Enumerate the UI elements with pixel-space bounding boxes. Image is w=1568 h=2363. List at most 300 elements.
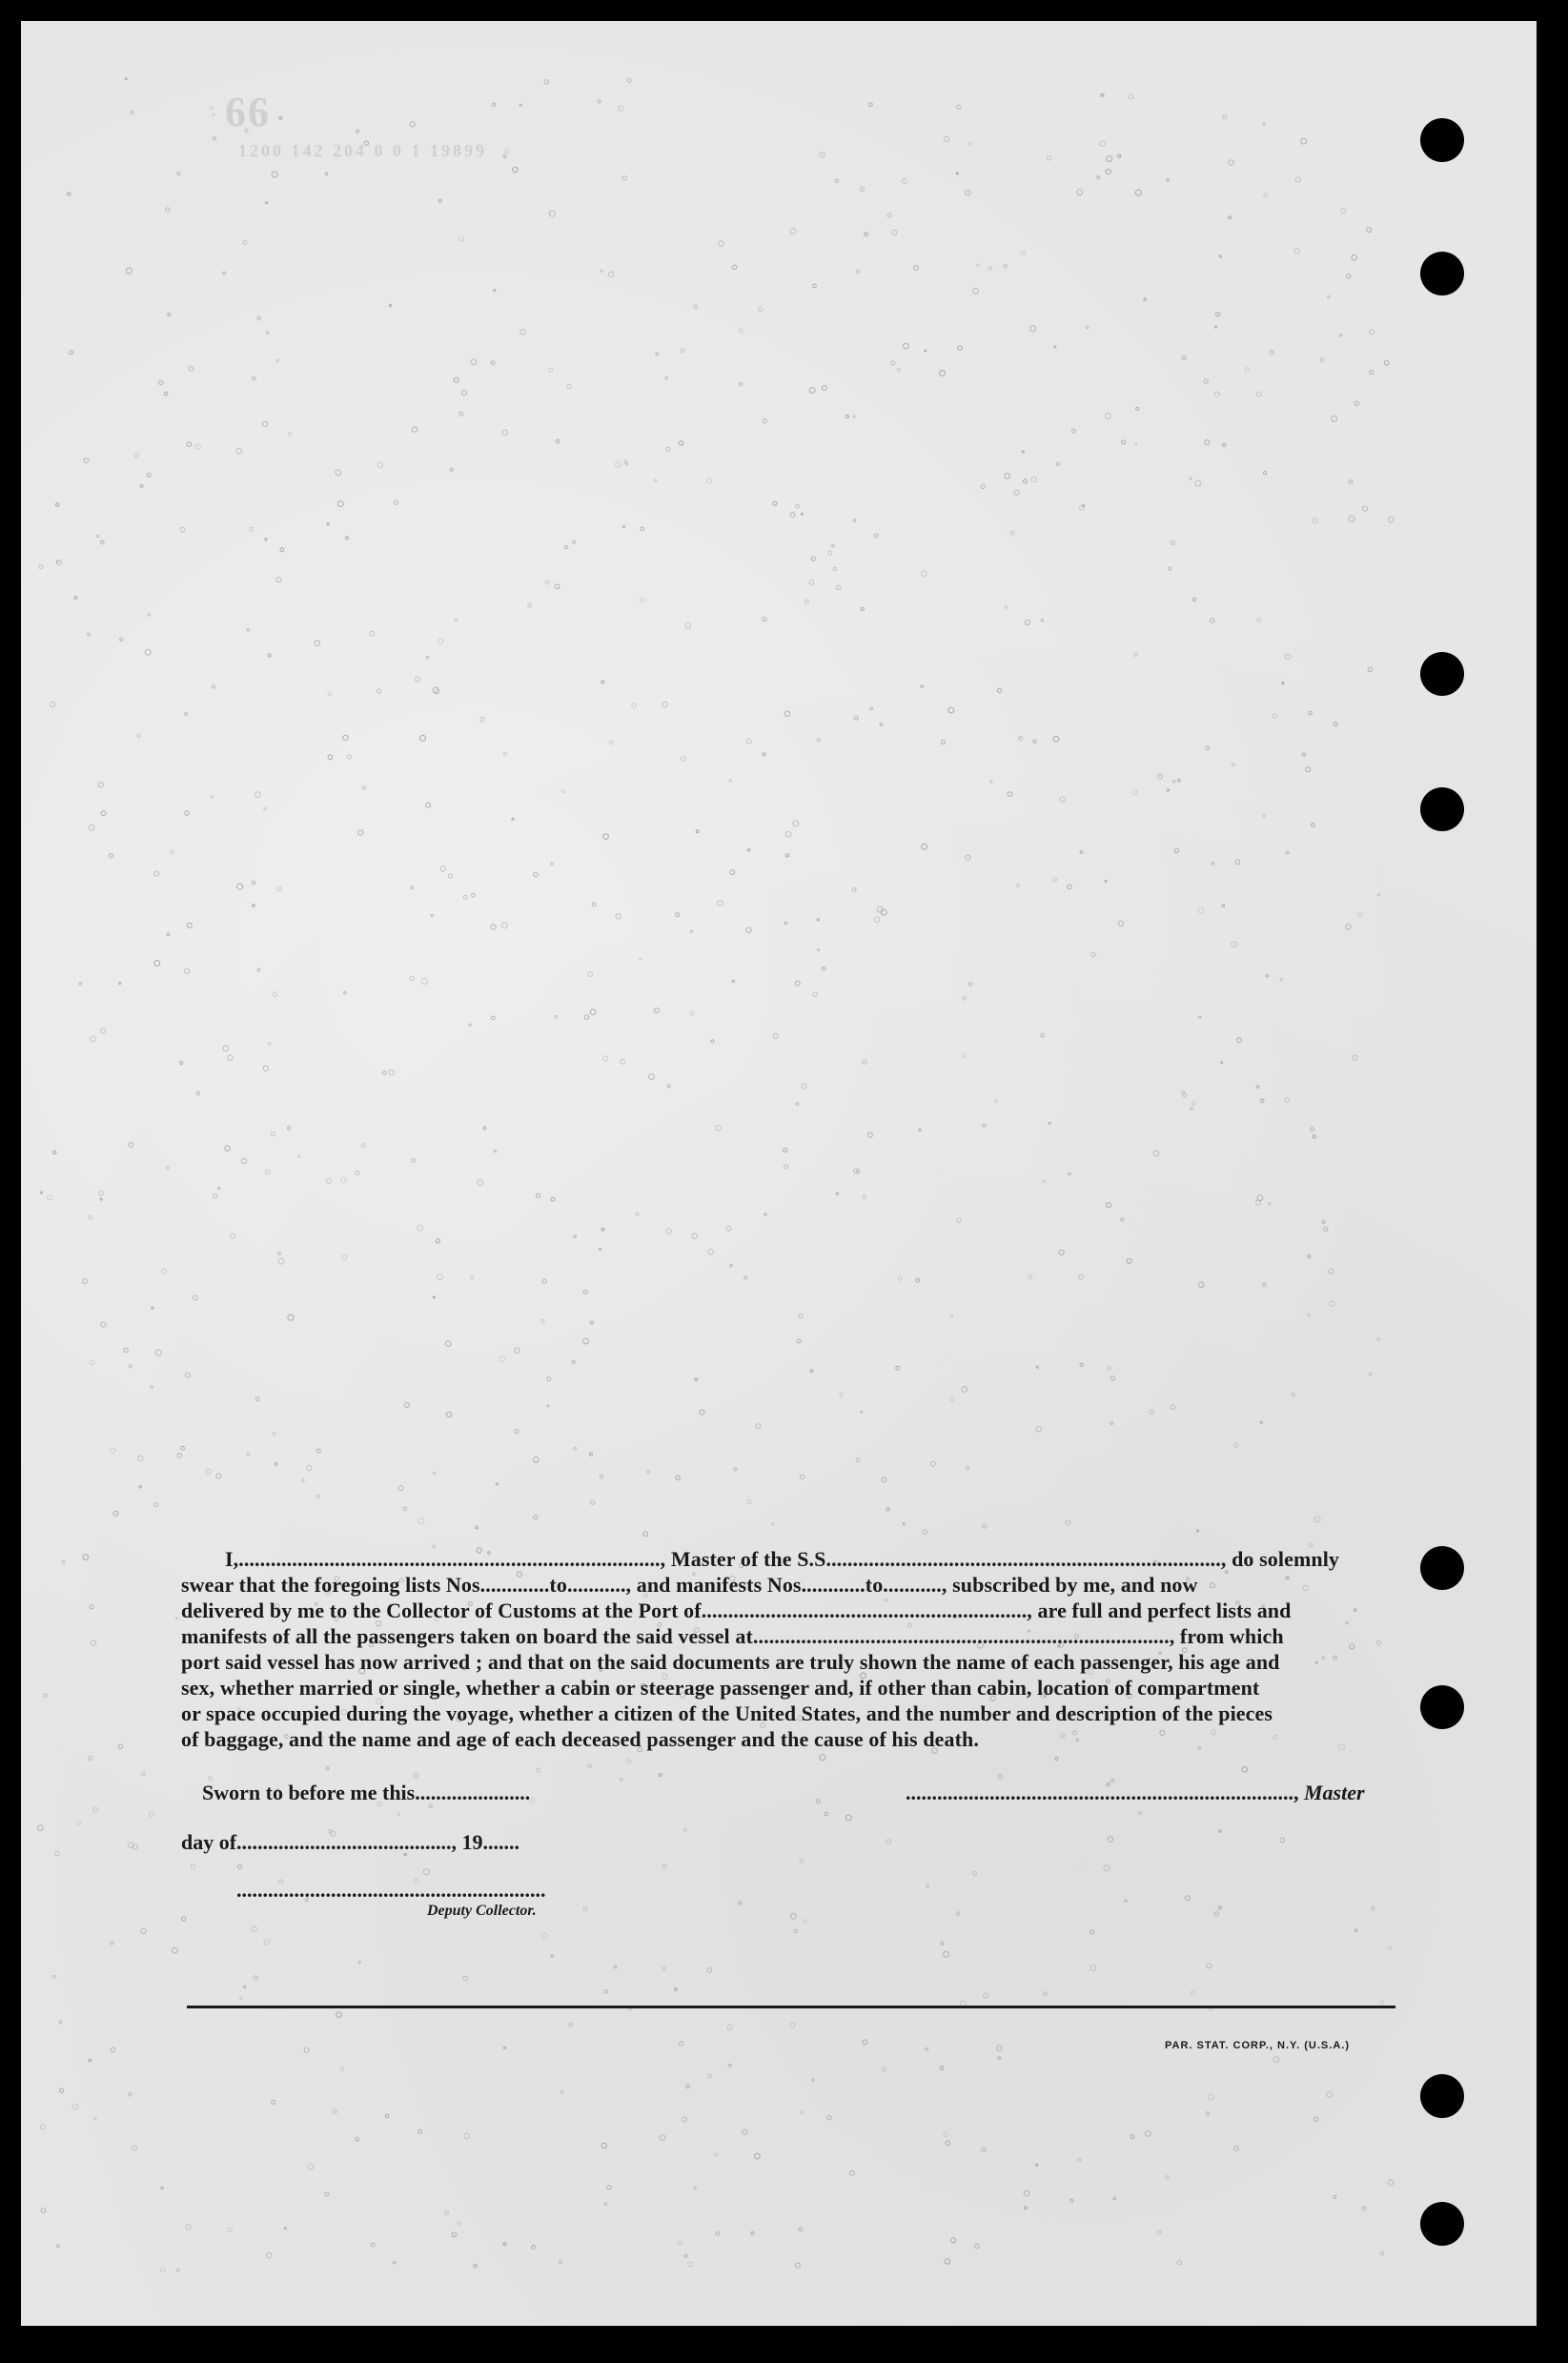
paper-speck bbox=[869, 103, 873, 107]
paper-speck bbox=[247, 629, 249, 631]
paper-speck bbox=[50, 702, 54, 706]
paper-speck bbox=[83, 1555, 89, 1560]
paper-speck bbox=[607, 2186, 611, 2190]
paper-speck bbox=[534, 1457, 540, 1463]
paper-speck bbox=[688, 2262, 693, 2267]
paper-speck bbox=[236, 448, 242, 454]
paper-speck bbox=[1171, 1405, 1175, 1410]
paper-speck bbox=[962, 1053, 966, 1057]
paper-speck bbox=[1377, 1337, 1380, 1340]
paper-speck bbox=[682, 757, 686, 762]
paper-speck bbox=[1171, 540, 1174, 544]
paper-speck bbox=[161, 2187, 164, 2190]
paper-speck bbox=[279, 117, 282, 120]
paper-speck bbox=[180, 527, 185, 532]
paper-speck bbox=[950, 1397, 954, 1401]
paper-speck bbox=[418, 1518, 424, 1524]
paper-speck bbox=[867, 1132, 872, 1137]
paper-speck bbox=[621, 1059, 625, 1064]
paper-speck bbox=[41, 2209, 46, 2213]
paper-speck bbox=[1263, 1283, 1266, 1286]
paper-speck bbox=[827, 2115, 832, 2120]
paper-speck bbox=[730, 870, 735, 875]
master-signature-label: Master bbox=[1304, 1781, 1365, 1804]
paper-speck bbox=[1352, 255, 1357, 260]
paper-speck bbox=[925, 350, 927, 352]
paper-speck bbox=[922, 571, 927, 577]
paper-speckle-texture bbox=[21, 21, 1537, 2326]
paper-speck bbox=[751, 2231, 754, 2234]
paper-speck bbox=[790, 2023, 795, 2027]
paper-speck bbox=[969, 142, 972, 145]
paper-speck bbox=[1014, 490, 1019, 495]
paper-speck bbox=[763, 753, 765, 756]
paper-speck bbox=[1033, 740, 1036, 743]
paper-speck bbox=[944, 2132, 948, 2137]
paper-speck bbox=[994, 1100, 997, 1103]
paper-speck bbox=[820, 1755, 825, 1761]
paper-speck bbox=[316, 1495, 319, 1497]
paper-speck bbox=[759, 307, 763, 311]
paper-speck bbox=[1306, 767, 1311, 772]
paper-speck bbox=[170, 850, 173, 854]
faint-stamp-number: 66 bbox=[225, 89, 271, 135]
paper-speck bbox=[763, 618, 766, 621]
paper-speck bbox=[288, 1314, 294, 1320]
paper-speck bbox=[463, 895, 467, 899]
paper-speck bbox=[328, 755, 333, 760]
paper-speck bbox=[1235, 860, 1240, 865]
paper-speck bbox=[463, 1976, 468, 1981]
oath-line: of baggage, and the name and age of each deceased passenger and the cause of his death. bbox=[181, 1727, 979, 1751]
paper-speck bbox=[358, 830, 363, 835]
paper-speck bbox=[142, 1772, 146, 1776]
paper-speck bbox=[1044, 1992, 1048, 1996]
paper-speck bbox=[161, 2268, 166, 2272]
paper-speck bbox=[1182, 356, 1186, 359]
paper-speck bbox=[1157, 2231, 1161, 2234]
paper-speck bbox=[683, 1828, 686, 1831]
paper-speck bbox=[1269, 1203, 1271, 1205]
paper-speck bbox=[1358, 913, 1362, 917]
paper-speck bbox=[574, 1235, 577, 1238]
paper-speck bbox=[483, 1127, 486, 1130]
paper-speck bbox=[614, 1966, 617, 1968]
paper-speck bbox=[427, 656, 429, 658]
punch-hole-3 bbox=[1420, 652, 1464, 696]
paper-speck bbox=[694, 305, 698, 309]
paper-speck bbox=[55, 1851, 60, 1856]
paper-speck bbox=[266, 2252, 272, 2258]
paper-speck bbox=[825, 1812, 828, 1816]
paper-speck bbox=[1173, 781, 1175, 783]
paper-speck bbox=[145, 649, 151, 655]
paper-speck bbox=[1133, 790, 1138, 795]
paper-speck bbox=[101, 540, 105, 544]
paper-speck bbox=[584, 1015, 589, 1020]
paper-speck bbox=[887, 214, 891, 217]
paper-speck bbox=[70, 351, 73, 355]
paper-speck bbox=[854, 1169, 859, 1173]
paper-speck bbox=[55, 503, 58, 506]
paper-speck bbox=[1178, 779, 1181, 782]
paper-speck bbox=[404, 1403, 409, 1408]
paper-speck bbox=[325, 173, 328, 175]
paper-speck bbox=[173, 1947, 178, 1953]
paper-speck bbox=[1222, 905, 1225, 907]
paper-speck bbox=[1237, 1038, 1242, 1043]
paper-speck bbox=[1349, 516, 1354, 521]
paper-speck bbox=[211, 796, 213, 798]
paper-speck bbox=[809, 581, 814, 585]
paper-speck bbox=[956, 1912, 959, 1915]
paper-speck bbox=[854, 716, 858, 720]
paper-speck bbox=[276, 359, 279, 362]
paper-speck bbox=[1232, 764, 1234, 766]
paper-speck bbox=[1263, 123, 1265, 125]
paper-speck bbox=[973, 1871, 977, 1875]
paper-speck bbox=[315, 641, 320, 646]
paper-speck bbox=[476, 1526, 479, 1529]
paper-speck bbox=[990, 781, 992, 783]
paper-speck bbox=[1118, 921, 1123, 926]
paper-speck bbox=[1214, 1912, 1218, 1916]
paper-speck bbox=[474, 2264, 477, 2267]
paper-speck bbox=[601, 270, 602, 272]
paper-speck bbox=[861, 607, 864, 610]
paper-speck bbox=[603, 834, 609, 840]
paper-speck bbox=[410, 976, 414, 980]
paper-speck bbox=[83, 1279, 88, 1284]
paper-speck bbox=[1135, 190, 1141, 195]
master-oath-paragraph bbox=[181, 1546, 1405, 1752]
punch-hole-4 bbox=[1420, 787, 1464, 831]
paper-speck bbox=[1309, 711, 1312, 714]
paper-speck bbox=[1372, 1907, 1375, 1910]
paper-speck bbox=[532, 2245, 536, 2249]
paper-speck bbox=[168, 313, 171, 316]
paper-speck bbox=[1028, 1275, 1032, 1279]
punch-hole-2 bbox=[1420, 252, 1464, 295]
paper-speck bbox=[1068, 885, 1072, 889]
paper-speck bbox=[863, 2040, 867, 2045]
paper-speck bbox=[209, 1777, 213, 1781]
paper-speck bbox=[719, 241, 723, 246]
paper-speck bbox=[1191, 1108, 1193, 1110]
paper-speck bbox=[72, 2104, 78, 2109]
paper-speck bbox=[1127, 1259, 1131, 1264]
paper-speck bbox=[707, 1967, 712, 1972]
paper-speck bbox=[784, 1165, 788, 1169]
paper-speck bbox=[1182, 1091, 1185, 1094]
paper-speck bbox=[636, 1212, 639, 1215]
paper-speck bbox=[1010, 531, 1014, 535]
paper-speck bbox=[927, 1884, 929, 1887]
paper-speck bbox=[1144, 298, 1147, 301]
paper-speck bbox=[881, 909, 886, 915]
paper-speck bbox=[601, 1228, 604, 1231]
paper-speck bbox=[966, 1466, 968, 1469]
paper-speck bbox=[1234, 1443, 1238, 1447]
paper-speck bbox=[182, 1917, 186, 1921]
paper-speck bbox=[1313, 518, 1317, 522]
paper-speck bbox=[640, 958, 641, 960]
paper-speck bbox=[491, 925, 496, 929]
paper-speck bbox=[632, 703, 637, 708]
paper-speck bbox=[141, 1928, 146, 1933]
paper-speck bbox=[278, 1258, 284, 1264]
paper-speck bbox=[883, 2068, 886, 2071]
paper-speck bbox=[1349, 480, 1353, 484]
paper-speck bbox=[1072, 429, 1076, 433]
paper-speck bbox=[268, 654, 271, 657]
paper-speck bbox=[1389, 517, 1395, 522]
paper-speck bbox=[434, 1472, 436, 1474]
paper-speck bbox=[940, 371, 946, 377]
paper-speck bbox=[706, 479, 711, 483]
paper-speck bbox=[727, 2025, 732, 2029]
paper-speck bbox=[1036, 2164, 1038, 2166]
paper-speck bbox=[1219, 1830, 1221, 1832]
paper-speck bbox=[1347, 275, 1351, 278]
paper-speck bbox=[243, 241, 247, 245]
paper-speck bbox=[1313, 1135, 1315, 1138]
paper-speck bbox=[244, 1986, 246, 1987]
paper-speck bbox=[356, 130, 359, 132]
paper-speck bbox=[445, 2211, 449, 2215]
paper-speck bbox=[1190, 478, 1191, 479]
paper-speck bbox=[68, 193, 71, 195]
paper-speck bbox=[1380, 2000, 1384, 2004]
paper-speck bbox=[266, 332, 268, 334]
paper-speck bbox=[288, 433, 292, 437]
paper-speck bbox=[616, 914, 621, 919]
paper-speck bbox=[1024, 2190, 1029, 2196]
paper-speck bbox=[746, 739, 751, 744]
paper-speck bbox=[448, 874, 452, 878]
paper-speck bbox=[551, 1955, 553, 1957]
paper-speck bbox=[371, 2243, 375, 2247]
paper-speck bbox=[680, 2042, 683, 2046]
paper-speck bbox=[150, 1812, 154, 1817]
paper-speck bbox=[1206, 746, 1210, 750]
paper-speck bbox=[120, 638, 123, 641]
paper-speck bbox=[1016, 884, 1019, 886]
paper-speck bbox=[1101, 93, 1104, 96]
paper-speck bbox=[1311, 1128, 1314, 1131]
paper-speck bbox=[667, 1085, 670, 1088]
paper-speck bbox=[237, 884, 243, 889]
paper-speck bbox=[519, 104, 521, 106]
punch-hole-6 bbox=[1420, 1685, 1464, 1729]
paper-speck bbox=[253, 905, 255, 907]
paper-speck bbox=[225, 1146, 230, 1151]
paper-speck bbox=[435, 689, 439, 694]
paper-speck bbox=[210, 106, 213, 109]
paper-speck bbox=[358, 1962, 360, 1964]
paper-speck bbox=[1368, 667, 1372, 671]
paper-speck bbox=[564, 545, 567, 548]
paper-speck bbox=[1025, 620, 1029, 624]
paper-speck bbox=[600, 1476, 602, 1478]
paper-speck bbox=[590, 1321, 593, 1324]
paper-speck bbox=[559, 2260, 562, 2264]
paper-speck bbox=[277, 886, 281, 890]
paper-speck bbox=[361, 1144, 365, 1148]
paper-speck bbox=[1024, 2207, 1027, 2210]
paper-speck bbox=[166, 208, 170, 212]
paper-speck bbox=[856, 270, 859, 273]
paper-speck bbox=[627, 1760, 631, 1763]
paper-speck bbox=[572, 1361, 575, 1364]
paper-speck bbox=[1004, 265, 1008, 269]
paper-speck bbox=[1327, 2092, 1333, 2098]
paper-speck bbox=[494, 1151, 496, 1152]
paper-speck bbox=[377, 462, 383, 468]
paper-speck bbox=[336, 470, 341, 476]
paper-speck bbox=[431, 914, 433, 916]
paper-speck bbox=[1329, 1301, 1334, 1306]
paper-speck bbox=[998, 2057, 1001, 2060]
paper-speck bbox=[797, 1339, 801, 1343]
paper-speck bbox=[394, 2262, 396, 2264]
paper-speck bbox=[835, 179, 839, 183]
paper-speck bbox=[385, 2114, 389, 2118]
paper-speck bbox=[1060, 797, 1066, 803]
paper-speck bbox=[491, 1016, 495, 1020]
paper-speck bbox=[438, 639, 444, 644]
paper-speck bbox=[60, 2088, 64, 2092]
paper-speck bbox=[951, 1314, 953, 1316]
paper-speck bbox=[89, 1756, 92, 1760]
paper-speck bbox=[414, 1774, 418, 1779]
paper-speck bbox=[1320, 358, 1324, 362]
paper-speck bbox=[228, 1055, 233, 1060]
paper-speck bbox=[794, 1929, 798, 1933]
paper-speck bbox=[1219, 255, 1221, 257]
paper-speck bbox=[977, 264, 979, 266]
paper-speck bbox=[583, 1907, 587, 1911]
paper-speck bbox=[800, 1475, 804, 1479]
paper-speck bbox=[346, 537, 349, 540]
paper-speck bbox=[1036, 1366, 1038, 1368]
paper-speck bbox=[983, 1524, 987, 1528]
paper-speck bbox=[942, 741, 946, 744]
paper-speck bbox=[398, 1486, 403, 1491]
paper-speck bbox=[892, 230, 897, 234]
paper-speck bbox=[276, 578, 281, 582]
paper-speck bbox=[549, 211, 555, 216]
paper-speck bbox=[1118, 154, 1121, 157]
paper-speck bbox=[785, 854, 788, 857]
paper-speck bbox=[1245, 368, 1249, 372]
paper-speck bbox=[1100, 141, 1106, 147]
paper-speck bbox=[110, 854, 113, 858]
paper-speck bbox=[1192, 598, 1195, 601]
paper-speck bbox=[1264, 194, 1268, 197]
paper-speck bbox=[1370, 330, 1375, 335]
paper-speck bbox=[1053, 737, 1059, 743]
paper-speck bbox=[643, 1532, 648, 1537]
paper-speck bbox=[343, 735, 348, 740]
paper-speck bbox=[89, 825, 94, 830]
paper-speck bbox=[410, 122, 415, 127]
paper-speck bbox=[734, 1468, 737, 1471]
paper-speck bbox=[513, 167, 518, 172]
paper-speck bbox=[302, 1479, 305, 1482]
paper-speck bbox=[592, 903, 596, 906]
sworn-before-line: Sworn to before me this...................... bbox=[202, 1781, 531, 1804]
paper-speck bbox=[755, 2153, 761, 2159]
paper-speck bbox=[423, 1869, 429, 1875]
paper-speck bbox=[716, 1126, 721, 1131]
punch-hole-5 bbox=[1420, 1546, 1464, 1590]
paper-speck bbox=[1324, 1228, 1328, 1232]
paper-speck bbox=[817, 919, 819, 921]
paper-speck bbox=[1125, 1900, 1127, 1902]
paper-speck bbox=[957, 105, 961, 109]
paper-speck bbox=[877, 906, 883, 912]
paper-speck bbox=[784, 922, 787, 925]
paper-speck bbox=[140, 485, 143, 488]
paper-speck bbox=[853, 519, 856, 522]
paper-speck bbox=[94, 2118, 96, 2120]
paper-speck bbox=[159, 380, 163, 384]
paper-speck bbox=[1047, 156, 1051, 161]
paper-speck bbox=[436, 1239, 439, 1243]
paper-speck bbox=[1104, 1865, 1110, 1871]
paper-speck bbox=[255, 1397, 259, 1401]
paper-speck bbox=[1199, 1016, 1201, 1018]
paper-speck bbox=[1221, 1062, 1223, 1064]
paper-speck bbox=[257, 316, 261, 320]
paper-speck bbox=[833, 567, 836, 570]
paper-speck bbox=[252, 881, 255, 884]
paper-speck bbox=[196, 1091, 200, 1095]
paper-speck bbox=[747, 1499, 751, 1503]
paper-speck bbox=[496, 1483, 498, 1485]
paper-speck bbox=[666, 447, 670, 451]
paper-speck bbox=[138, 1456, 143, 1460]
paper-speck bbox=[1208, 2094, 1213, 2100]
paper-speck bbox=[556, 439, 560, 443]
paper-speck bbox=[263, 1066, 268, 1070]
paper-speck bbox=[886, 1840, 891, 1844]
paper-speck bbox=[601, 2143, 606, 2148]
paper-speck bbox=[963, 997, 967, 1001]
paper-speck bbox=[446, 1412, 451, 1416]
paper-speck bbox=[1191, 1102, 1195, 1106]
paper-speck bbox=[930, 1461, 935, 1466]
paper-speck bbox=[113, 1511, 118, 1516]
paper-speck bbox=[880, 723, 883, 726]
paper-speck bbox=[1215, 326, 1217, 328]
paper-speck bbox=[1294, 249, 1300, 255]
paper-speck bbox=[503, 2047, 505, 2048]
paper-speck bbox=[1053, 878, 1057, 882]
paper-speck bbox=[1030, 326, 1036, 332]
paper-speck bbox=[1024, 479, 1028, 483]
paper-speck bbox=[458, 2222, 461, 2226]
paper-speck bbox=[685, 623, 691, 629]
paper-speck bbox=[412, 1159, 416, 1163]
paper-speck bbox=[284, 2228, 286, 2230]
paper-speck bbox=[732, 265, 736, 269]
paper-speck bbox=[253, 377, 255, 379]
paper-speck bbox=[795, 2263, 800, 2268]
paper-speck bbox=[1174, 848, 1178, 852]
paper-speck bbox=[1314, 1517, 1320, 1522]
